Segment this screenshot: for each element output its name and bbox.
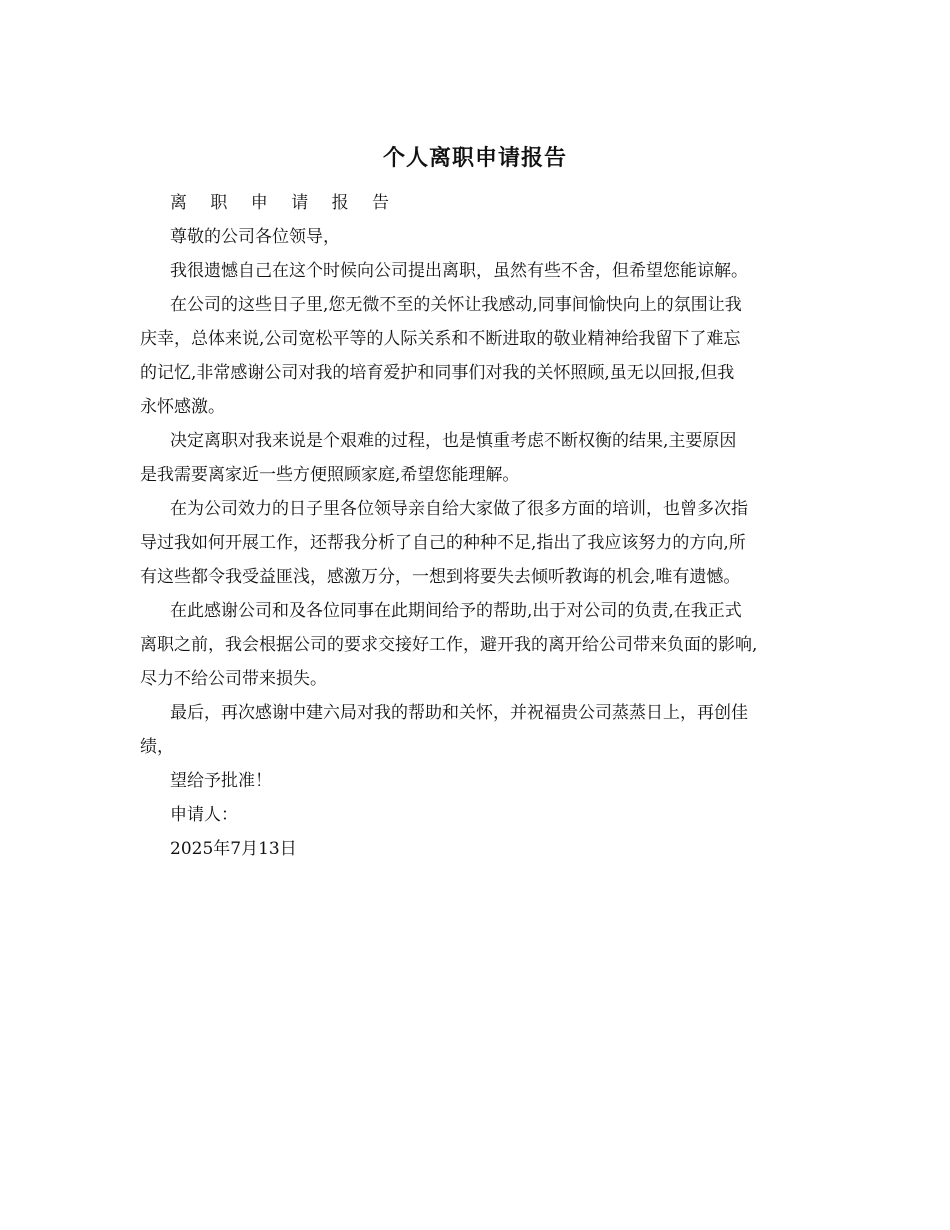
text-line: 在此感谢公司和及各位同事在此期间给予的帮助,出于对公司的负责,在我正式: [170, 601, 742, 621]
text-line: 绩，: [140, 737, 174, 757]
text-line: 庆幸，总体来说,公司宽松平等的人际关系和不断进取的敬业精神给我留下了难忘: [140, 329, 741, 349]
text-line: 在为公司效力的日子里各位领导亲自给大家做了很多方面的培训，也曾多次指: [170, 499, 748, 519]
text-line: 望给予批准！: [170, 771, 272, 791]
text-line: 的记忆,非常感谢公司对我的培育爱护和同事们对我的关怀照顾,虽无以回报,但我: [140, 363, 735, 383]
text-line: 最后，再次感谢中建六局对我的帮助和关怀，并祝福贵公司蒸蒸日上，再创佳: [170, 703, 748, 723]
text-line: 离职之前，我会根据公司的要求交接好工作，避开我的离开给公司带来负面的影响,: [140, 635, 758, 655]
paragraph: [140, 288, 820, 424]
paragraph: [140, 594, 820, 696]
text-line: 导过我如何开展工作，还帮我分析了自己的种种不足,指出了我应该努力的方向,所: [140, 533, 746, 553]
document-body: [140, 186, 820, 866]
text-line: 2025年7月13日: [170, 839, 297, 859]
text-line: 尊敬的公司各位领导，: [170, 227, 340, 247]
text-line: 有这些都令我受益匪浅，感激万分，一想到将要失去倾听教诲的机会,唯有遗憾。: [140, 567, 741, 587]
date: [140, 832, 820, 866]
salutation: [140, 220, 820, 254]
text-line: 离 职 申 请 报 告: [170, 193, 399, 213]
paragraph: [140, 424, 820, 492]
text-line: 在公司的这些日子里,您无微不至的关怀让我感动,同事间愉快向上的氛围让我: [170, 295, 742, 315]
text-line: 是我需要离家近一些方便照顾家庭,希望您能理解。: [140, 465, 520, 485]
text-line: 决定离职对我来说是个艰难的过程，也是慎重考虑不断权衡的结果,主要原因: [170, 431, 737, 451]
text-line: 我很遗憾自己在这个时候向公司提出离职，虽然有些不舍，但希望您能谅解。: [170, 261, 748, 281]
paragraph: [140, 492, 820, 594]
applicant-label: [140, 798, 820, 832]
text-line: 永怀感激。: [140, 397, 225, 417]
page-title: 个人离职申请报告: [382, 145, 567, 171]
paragraph: [140, 696, 820, 764]
paragraph: [140, 254, 820, 288]
text-line: 尽力不给公司带来损失。: [140, 669, 327, 689]
subheading: [140, 186, 820, 220]
closing-request: [140, 764, 820, 798]
text-line: 申请人：: [170, 805, 238, 825]
